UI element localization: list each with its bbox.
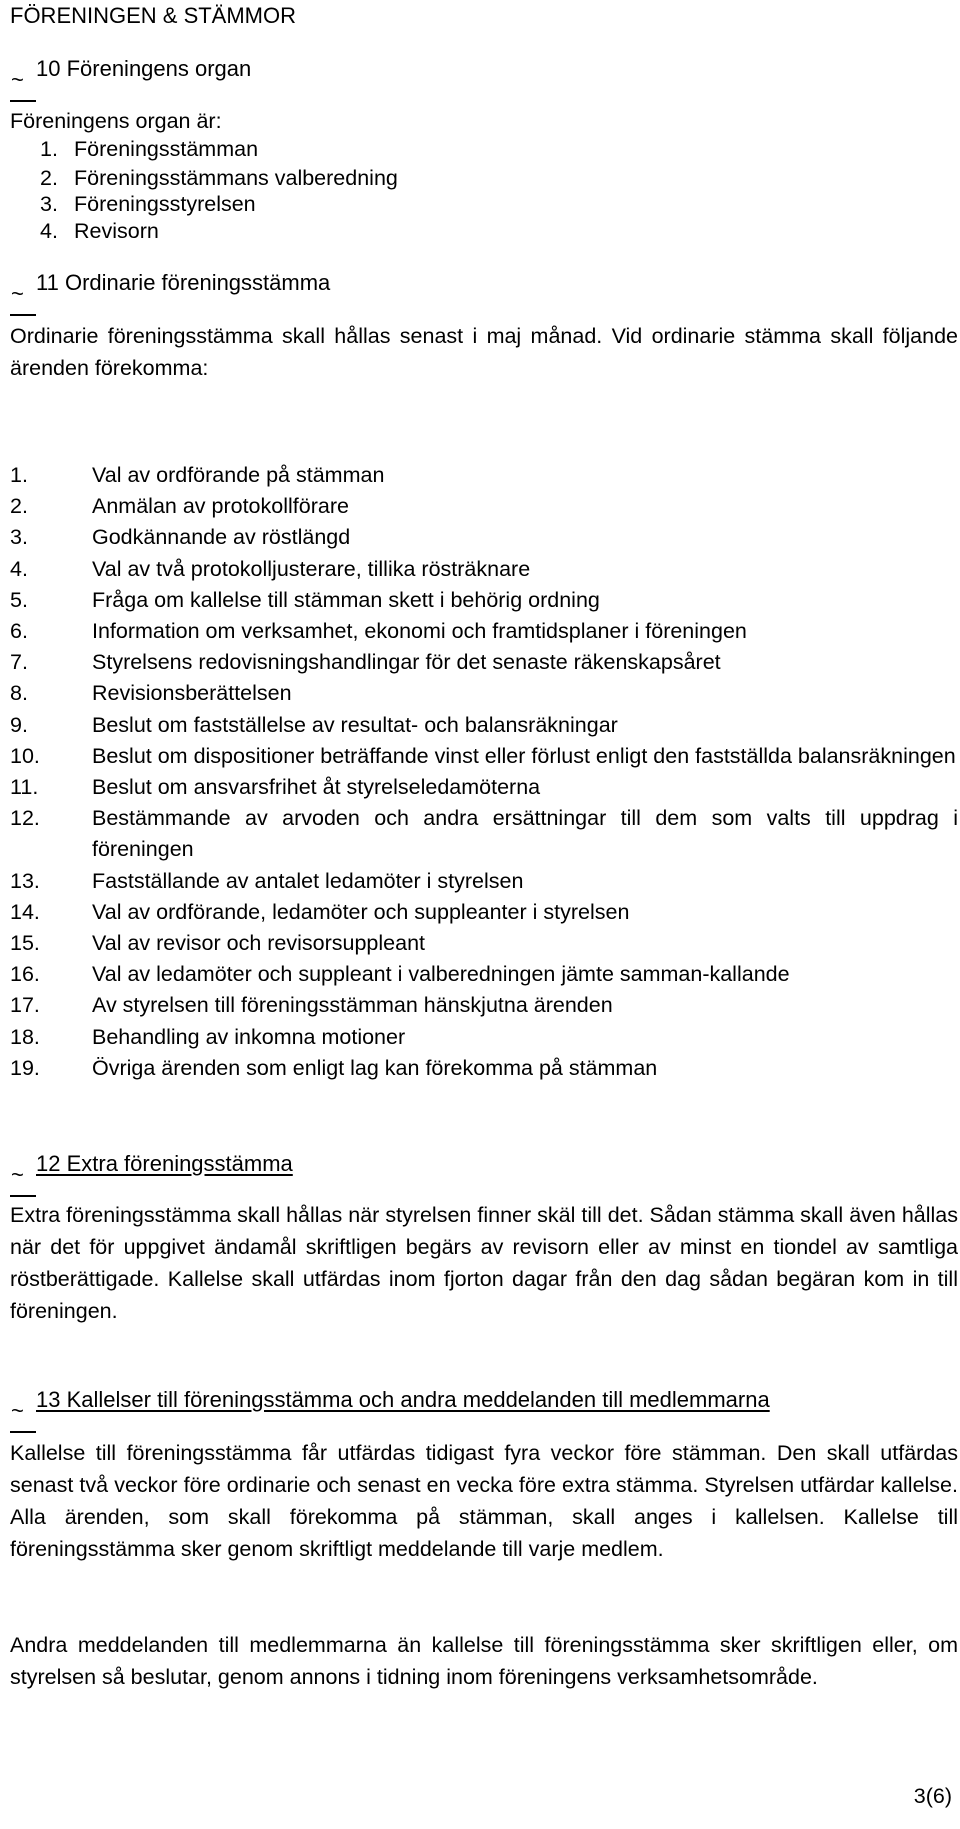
list-item: 1. Val av ordförande på stämman bbox=[10, 463, 385, 487]
section-13-body-1: Kallelse till föreningsstämma får utfärdas tidigast fyra veckor före stämman. Den skall utfärdas senast två veckor före ordinarie och senast en vecka före extra stämma. Styrelsen utfärdar kallelse. Alla ärenden, som skall förekomma på stämman, skall anges i kallelsen. Kallelse till föreningsstämma sker genom skriftligt meddelande till varje medlem. bbox=[10, 1441, 958, 1561]
list-item: 2. Föreningsstämmans valberedning bbox=[40, 166, 398, 190]
document-header: FÖRENINGEN & STÄMMOR bbox=[10, 3, 297, 28]
list-item: 4. Revisorn bbox=[40, 219, 159, 243]
list-item: 3. Föreningsstyrelsen bbox=[40, 192, 256, 216]
page-number: 3(6) bbox=[913, 1784, 952, 1808]
section-10-list bbox=[40, 134, 398, 244]
list-item: 15. Val av revisor och revisorsuppleant bbox=[10, 931, 426, 956]
list-item: 7. Styrelsens redovisningshandlingar för det senaste räkenskapsåret bbox=[10, 650, 721, 675]
section-13-heading: ~ 13 Kallelser till föreningsstämma och andra meddelanden till medlemmarna bbox=[10, 1387, 770, 1413]
section-13-body-2: Andra meddelanden till medlemmarna än kallelse till föreningsstämma sker skriftligen eller, om styrelsen så beslutar, genom annons i tidning inom föreningens verksamhetsområde. bbox=[10, 1633, 958, 1689]
list-item: 17. Av styrelsen till föreningsstämman hänskjutna ärenden bbox=[10, 993, 613, 1018]
list-item: 10. Beslut om dispositioner beträffande vinst eller förlust enligt den fastställda balansräkningen bbox=[10, 743, 956, 768]
section-10-intro: Föreningens organ är: bbox=[10, 109, 222, 133]
list-item: 18. Behandling av inkomna motioner bbox=[10, 1024, 406, 1049]
list-item: 12. Bestämmande av arvoden och andra ersättningar till dem som valts till uppdrag i föreningen bbox=[10, 806, 958, 862]
list-item: 16. Val av ledamöter och suppleant i valberedningen jämte samman-kallande bbox=[10, 962, 790, 987]
section-12-heading: ~ 12 Extra föreningsstämma bbox=[10, 1151, 293, 1177]
list-item: 4. Val av två protokolljusterare, tillika rösträknare bbox=[10, 556, 531, 581]
list-item: 11. Beslut om ansvarsfrihet åt styrelseledamöterna bbox=[10, 775, 541, 800]
list-item: 2. Anmälan av protokollförare bbox=[10, 494, 349, 519]
section-11-heading: ~ 11 Ordinarie föreningsstämma bbox=[10, 270, 330, 296]
list-item: 3. Godkännande av röstlängd bbox=[10, 525, 351, 550]
list-item: 5. Fråga om kallelse till stämman skett i behörig ordning bbox=[10, 587, 600, 612]
list-item: 6. Information om verksamhet, ekonomi och framtidsplaner i föreningen bbox=[10, 619, 747, 644]
list-item: 8. Revisionsberättelsen bbox=[10, 681, 292, 706]
list-item: 1. Föreningsstämman bbox=[40, 137, 259, 161]
list-item: 13. Fastställande av antalet ledamöter i styrelsen bbox=[10, 868, 524, 893]
list-item: 9. Beslut om fastställelse av resultat- och balansräkningar bbox=[10, 712, 618, 737]
list-item: 19. Övriga ärenden som enligt lag kan förekomma på stämman bbox=[10, 1055, 658, 1080]
agenda-list bbox=[10, 460, 958, 1084]
list-item: 14. Val av ordförande, ledamöter och suppleanter i styrelsen bbox=[10, 899, 630, 924]
section-11-intro: Ordinarie föreningsstämma skall hållas senast i maj månad. Vid ordinarie stämma skall följande ärenden förekomma: bbox=[10, 324, 958, 380]
section-12-body: Extra föreningsstämma skall hållas när styrelsen finner skäl till det. Sådan stämma skall även hållas när det för uppgivet ändamål skriftligen begärs av revisorn eller av minst en tiondel av samtliga röstberättigade. Kallelse skall utfärdas inom fjorton dagar från den dag sådan begäran kom in till föreningen. bbox=[10, 1203, 958, 1323]
section-10-heading: ~ 10 Föreningens organ bbox=[10, 56, 251, 82]
